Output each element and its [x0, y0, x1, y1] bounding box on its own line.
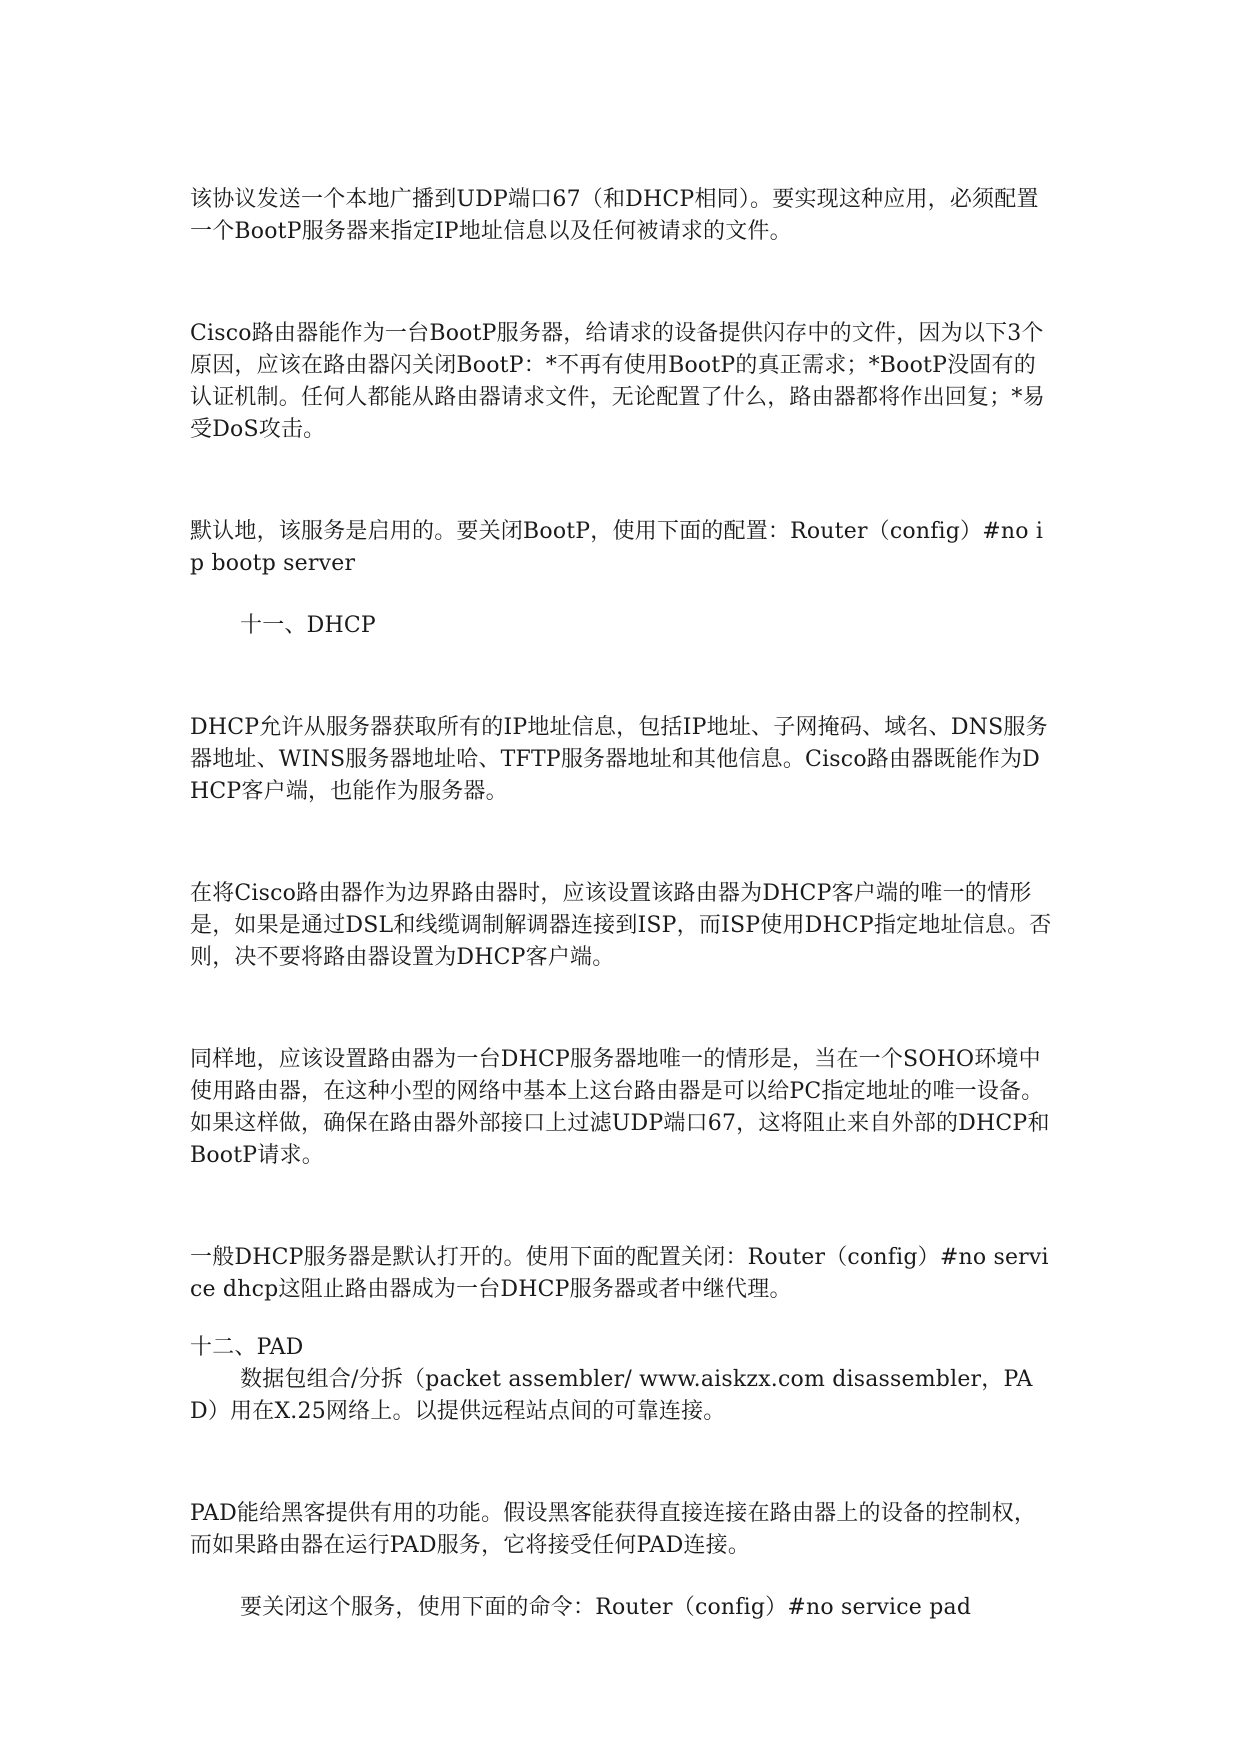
paragraph-disable-dhcp: 一般DHCP服务器是默认打开的。使用下面的配置关闭：Router（config）#no service dhcp这阻止路由器成为一台DHCP服务器或者中继代理。 — [190, 1245, 1049, 1302]
paragraph-dhcp-server: 同样地，应该设置路由器为一台DHCP服务器地唯一的情形是，当在一个SOHO环境中使用路由器，在这种小型的网络中基本上这台路由器是可以给PC指定地址的唯一设备。如果这样做，确保在路由器外部接口上过滤UDP端口67，这将阻止来自外部的DHCP和BootP请求。 — [190, 1047, 1050, 1168]
paragraph-dhcp-intro: DHCP允许从服务器获取所有的IP地址信息，包括IP地址、子网掩码、域名、DNS服务器地址、WINS服务器地址哈、TFTP服务器地址和其他信息。Cisco路由器既能作为DHCP客户端，也能作为服务器。 — [190, 715, 1048, 804]
section-heading-dhcp: 十一、DHCP — [240, 613, 376, 638]
paragraph-bootp-broadcast: 该协议发送一个本地广播到UDP端口67（和DHCP相同）。要实现这种应用，必须配置一个BootP服务器来指定IP地址信息以及任何被请求的文件。 — [190, 187, 1039, 244]
paragraph-dhcp-client: 在将Cisco路由器作为边界路由器时，应该设置该路由器为DHCP客户端的唯一的情形是，如果是通过DSL和线缆调制解调器连接到ISP，而ISP使用DHCP指定地址信息。否则，决不要将路由器设置为DHCP客户端。 — [190, 881, 1052, 970]
paragraph-disable-pad: 要关闭这个服务，使用下面的命令：Router（config）#no service pad — [240, 1595, 972, 1620]
paragraph-disable-bootp: 默认地，该服务是启用的。要关闭BootP，使用下面的配置：Router（config）#no ip bootp server — [190, 519, 1044, 576]
document-body — [190, 184, 1052, 1624]
paragraph-cisco-bootp-server: Cisco路由器能作为一台BootP服务器，给请求的设备提供闪存中的文件，因为以下3个原因，应该在路由器闪关闭BootP：*不再有使用BootP的真正需求；*BootP没固有的认证机制。任何人都能从路由器请求文件，无论配置了什么，路由器都将作出回复；*易受DoS攻击。 — [190, 321, 1045, 442]
paragraph-pad-risk: PAD能给黑客提供有用的功能。假设黑客能获得直接连接在路由器上的设备的控制权，而如果路由器在运行PAD服务，它将接受任何PAD连接。 — [190, 1501, 1037, 1558]
section-heading-pad: 十二、PAD — [190, 1335, 304, 1360]
paragraph-pad-intro: 数据包组合/分拆（packet assembler/ www.aiskzx.com disassembler，PAD）用在X.25网络上。以提供远程站点间的可靠连接。 — [190, 1367, 1033, 1424]
